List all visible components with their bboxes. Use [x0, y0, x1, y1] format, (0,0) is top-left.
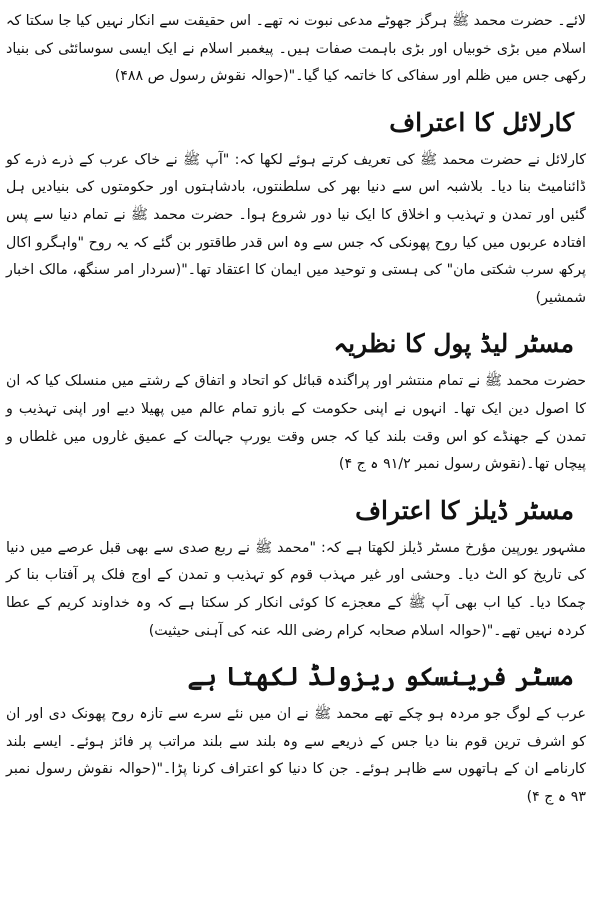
- lane-poole-paragraph: حضرت محمد ﷺ نے تمام منتشر اور پراگندہ قبائل کو اتحاد و اتفاق کے رشتے میں منسلک کیا کہ ان کا اصول دین ایک تھا۔ انہوں نے اپنی حکومت کے بازو تمام عالم میں پھیلا دیے اور اپنی تہذیب و تمدن کے جھنڈے کو اس وقت بلند کیا کہ جس وقت یورپ جہالت کے عمیق غاروں میں غلطاں و پیچاں تھا۔(نقوش رسول نمبر ۹۱/۲ ہ ج ۴): [6, 373, 586, 473]
- wells-paragraph: مشہور یورپین مؤرخ مسٹر ڈیلز لکھتا ہے کہ: "محمد ﷺ نے ربع صدی سے بھی قبل عرصے میں دنیا کی تاریخ کو الٹ دیا۔ وحشی اور غیر مہذب قوم کو تہذیب و تمدن کے اوج فلک پر آفتاب بنا کر چمکا دیا۔ کیا اب بھی آپ ﷺ کے معجزے کا کوئی انکار کر سکتا ہے کہ وہ خداوند کریم کے عطا کردہ نہیں تھے۔"(حوالہ اسلام صحابہ کرام رضی اللہ عنہ کی آہنی حیثیت): [6, 539, 586, 639]
- intro-paragraph: لائے۔ حضرت محمد ﷺ ہرگز جھوٹے مدعی نبوت نہ تھے۔ اس حقیقت سے انکار نہیں کیا جا سکتا کہ اسلام میں بڑی خوبیاں اور بڑی باہمت صفات ہیں۔ پیغمبر اسلام نے ایک ایسی سوسائٹی کی بنیاد رکھی جس میں ظلم اور سفاکی کا خاتمہ کیا گیا۔"(حوالہ نقوش رسول ص ۴۸۸): [6, 13, 586, 85]
- carlyle-paragraph: کارلائل نے حضرت محمد ﷺ کی تعریف کرتے ہوئے لکھا کہ: "آپ ﷺ نے خاک عرب کے ذرے ذرے کو ڈائنامیٹ بنا دیا۔ بلاشبہ اس سے دنیا بھر کی سلطنتوں، بادشاہتوں اور حکومتوں کی بنیادیں ہل گئیں اور تمدن و تہذیب و اخلاق کا ایک نیا دور شروع ہوا۔ حضرت محمد ﷺ نے تمام دنیا سے پس افتادہ عربوں میں کیا روح پھونکی کہ جس سے وہ اس قدر طاقتور بن گئے کہ یہ روح "واہگرو اکال پرکھ سرب شکتی مان" کی ہستی و توحید میں ایمان کا اعتقاد تھا۔"(سردار امر سنگھ، مالک اخبار شمشیر): [6, 151, 586, 306]
- francesco-paragraph: عرب کے لوگ جو مردہ ہو چکے تھے محمد ﷺ نے ان میں نئے سرے سے تازہ روح پھونک دی اور ان کو اشرف ترین قوم بنا دیا جس کے ذریعے سے وہ بلند سے بلند مراتب پر فائز ہوئے۔ ایسے بلند کارنامے ان کے ہاتھوں سے ظاہر ہوئے۔ جن کا دنیا کو اعتراف کرنا پڑا۔"(حوالہ نقوش رسول نمبر ۹۳ ہ ج ۴): [6, 706, 586, 805]
- wells-heading: مسٹر ڈیلز کا اعتراف: [355, 495, 574, 525]
- lane-poole-heading: مسٹر لیڈ پول کا نظریہ: [333, 329, 574, 359]
- francesco-heading: مسٹر فرینسکو ریزولڈ لکھتا ہے: [187, 662, 574, 692]
- carlyle-heading: کارلائل کا اعتراف: [389, 107, 574, 137]
